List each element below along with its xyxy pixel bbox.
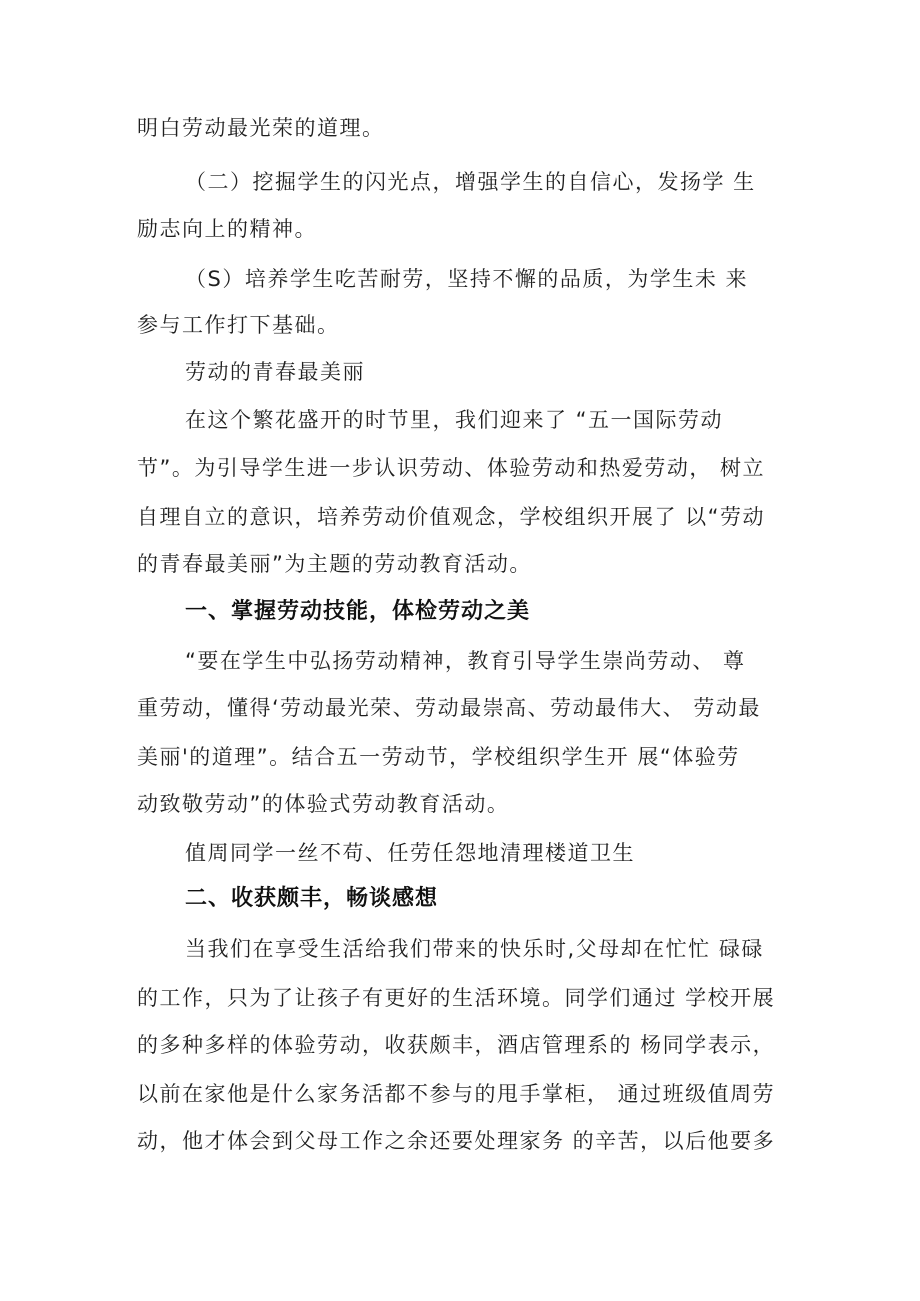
paragraph-line: 励志向上的精神。 (137, 217, 317, 241)
paragraph-line: 以前在家他是什么家务活都不参与的甩手掌柜， 通过班级值周劳 (137, 1082, 776, 1106)
section-heading: 一、掌握劳动技能，体检劳动之美 (185, 599, 531, 624)
paragraph-line: （二）挖掘学生的闪光点，增强学生的自信心，发扬学 生 (185, 170, 756, 194)
section-heading: 二、收获颇丰，畅谈感想 (185, 886, 439, 911)
paragraph-line: 的工作，只为了让孩子有更好的生活环境。同学们通过 学校开展 (137, 986, 776, 1010)
paragraph-line: 在这个繁花盛开的时节里，我们迎来了 “五一国际劳动 (185, 408, 724, 432)
paragraph-line: 美丽'的道理”。结合五一劳动节，学校组织学生开 展“体验劳 (137, 745, 740, 769)
paragraph-line: （S）培养学生吃苦耐劳，坚持不懈的品质，为学生未 来 (185, 267, 749, 291)
paragraph-line: 节”。为引导学生进一步认识劳动、体验劳动和热爱劳动， 树立 (137, 456, 766, 480)
paragraph-line: 自理自立的意识，培养劳动价值观念，学校组织开展了 以“劳动 (137, 505, 766, 529)
paragraph-line: 的青春最美丽”为主题的劳动教育活动。 (137, 552, 532, 576)
paragraph-line: 动致敬劳动”的体验式劳动教育活动。 (137, 792, 510, 816)
paragraph-line: 动，他才体会到父母工作之余还要处理家务 的辛苦，以后他要多 (137, 1129, 776, 1153)
photo-caption: 值周同学一丝不苟、任劳任怨地清理楼道卫生 (185, 841, 635, 865)
paragraph-line: 当我们在享受生活给我们带来的快乐时,父母却在忙忙 碌碌 (185, 937, 764, 961)
paragraph-line: “要在学生中弘扬劳动精神，教育引导学生崇尚劳动、 尊 (185, 649, 746, 673)
paragraph-line: 参与工作打下基础。 (137, 313, 340, 337)
photo-caption: 劳动的青春最美丽 (185, 360, 365, 384)
paragraph-line: 重劳动，懂得‘劳动最光荣、劳动最崇高、劳动最伟大、 劳动最 (137, 696, 761, 720)
paragraph-line: 的多种多样的体验劳动，收获颇丰，酒店管理系的 杨同学表示， (137, 1033, 776, 1057)
paragraph-line: 明白劳动最光荣的道理。 (137, 116, 385, 140)
